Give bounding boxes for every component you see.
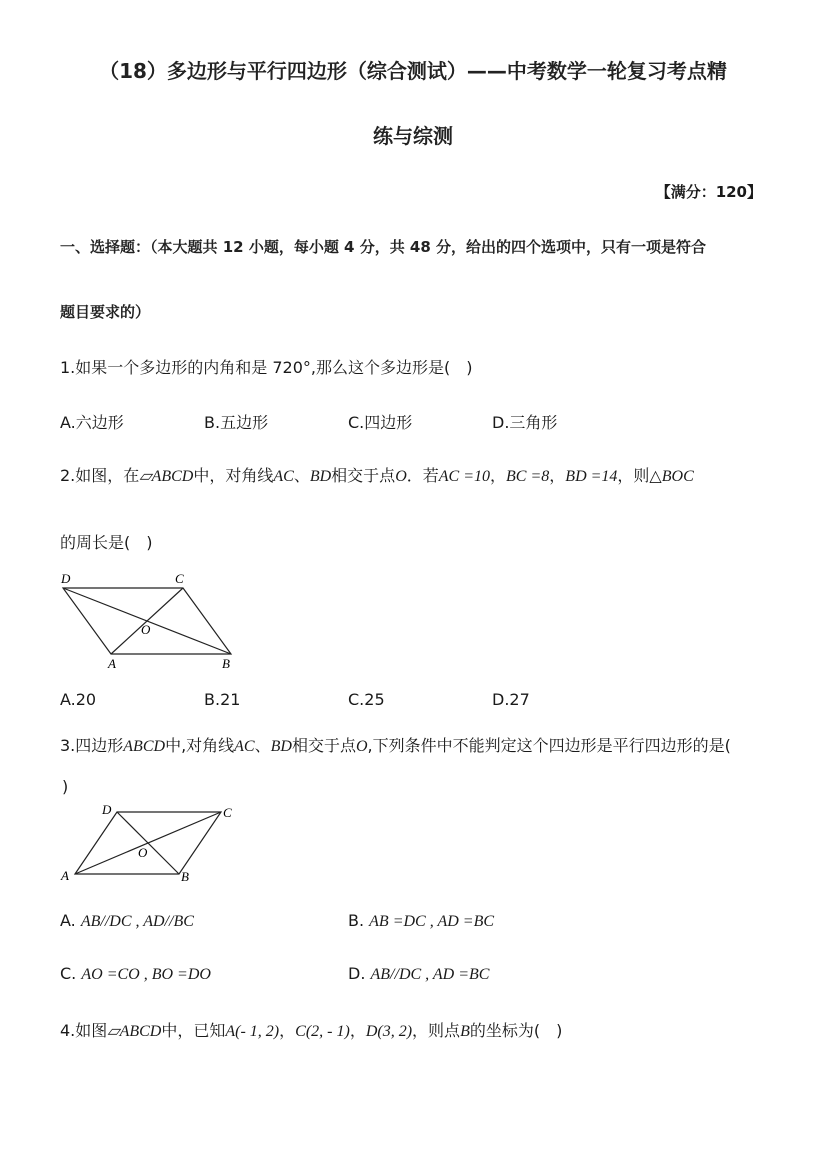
q2-label-a: A — [108, 656, 116, 671]
q2-option-d: D.27 — [492, 690, 530, 709]
q3-diagonal-bd — [117, 812, 179, 874]
q1-option-c: C.四边形 — [348, 413, 413, 432]
section-heading-line1: 一、选择题：（本大题共 12 小题，每小题 4 分，共 48 分，给出的四个选项中，只有一项是符合 — [60, 238, 707, 256]
full-score-label: 【满分：120】 — [655, 183, 762, 201]
question-2-stem: 2.如图，在▱ABCD中，对角线AC、BD相交于点O．若AC =10，BC =8，BD =14，则△BOC — [60, 466, 694, 485]
q2-label-d: D — [61, 571, 71, 586]
q1-option-b: B.五边形 — [204, 413, 269, 432]
q3-label-d: D — [102, 802, 112, 817]
question-1-stem: 1.如果一个多边形的内角和是 720°,那么这个多边形是( ) — [60, 358, 473, 377]
q3-label-b: B — [181, 869, 189, 884]
q2-option-a: A.20 — [60, 690, 97, 709]
q3-label-o: O — [138, 845, 148, 860]
q2-option-b: B.21 — [204, 690, 241, 709]
q3-option-a: A. AB//DC , AD//BC — [60, 911, 194, 930]
q3-option-c: C. AO =CO , BO =DO — [60, 964, 211, 983]
q3-label-c: C — [223, 805, 232, 820]
q1-option-d: D.三角形 — [492, 413, 558, 432]
question-2-stem-line2: 的周长是( ) — [60, 533, 153, 552]
q3-parallelogram-figure — [55, 800, 245, 888]
question-4-stem: 4.如图▱ABCD中，已知A(- 1, 2)，C(2, - 1)，D(3, 2)，则点B的坐标为( ) — [60, 1021, 563, 1040]
q3-label-a: A — [61, 868, 69, 883]
q2-diagonal-bd — [63, 588, 231, 654]
question-3-stem-line2: ) — [62, 777, 69, 796]
q2-parallelogram-figure — [55, 568, 245, 673]
q2-label-c: C — [175, 571, 184, 586]
q3-option-b: B. AB =DC , AD =BC — [348, 911, 495, 930]
page-title-line1: （18）多边形与平行四边形（综合测试）——中考数学一轮复习考点精 — [99, 59, 727, 83]
q3-option-d: D. AB//DC , AD =BC — [348, 964, 490, 983]
section-heading-line2: 题目要求的） — [60, 303, 151, 321]
q1-option-a: A.六边形 — [60, 413, 124, 432]
page-title-line2: 练与综测 — [373, 124, 453, 148]
q2-label-b: B — [222, 656, 230, 671]
question-3-stem: 3.四边形ABCD中,对角线AC、BD相交于点O,下列条件中不能判定这个四边形是平行四边形的是( — [60, 736, 731, 755]
q2-label-o: O — [141, 622, 151, 637]
q2-option-c: C.25 — [348, 690, 385, 709]
